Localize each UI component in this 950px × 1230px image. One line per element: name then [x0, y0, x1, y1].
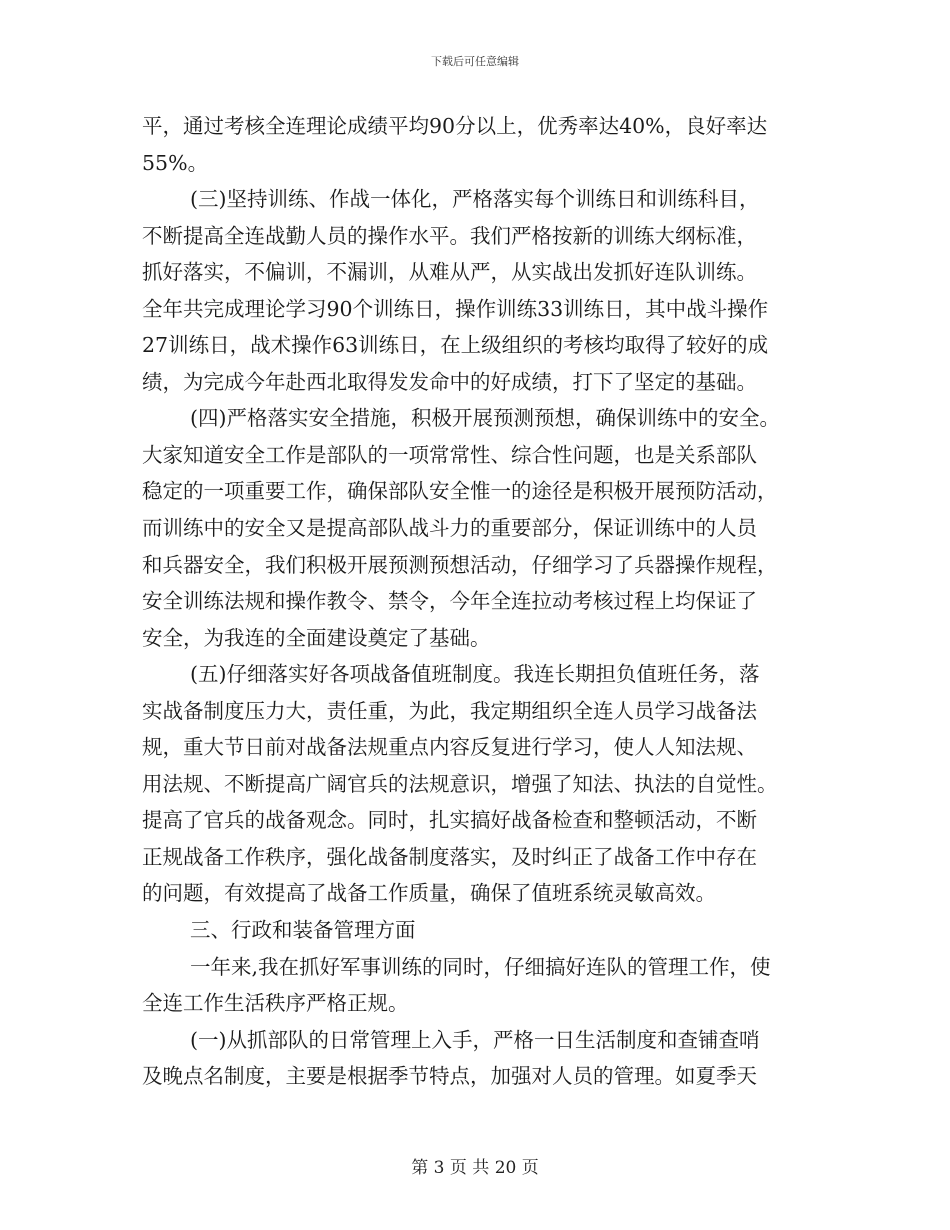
- text-line: 稳定的一项重要工作，确保部队安全惟一的途径是积极开展预防活动，: [142, 479, 778, 504]
- text-line: 安全，为我连的全面建设奠定了基础。: [142, 625, 491, 650]
- text-line: 正规战备工作秩序，强化战备制度落实，及时纠正了战备工作中存在: [142, 844, 757, 869]
- text-line: 平，通过考核全连理论成绩平均90分以上，优秀率达40%，良好率达: [142, 114, 768, 138]
- paragraph-start-line: 一年来,我在抓好军事训练的同时，仔细搞好连队的管理工作，使: [190, 954, 771, 979]
- text-line: 不断提高全连战勤人员的操作水平。我们严格按新的训练大纲标准，: [142, 223, 757, 248]
- page-number-footer: 第 3 页 共 20 页: [411, 1158, 539, 1178]
- text-line: 和兵器安全，我们积极开展预测预想活动，仔细学习了兵器操作规程，: [142, 552, 778, 577]
- paragraph-start-line: (五)仔细落实好各项战备值班制度。我连长期担负值班任务，落: [190, 662, 760, 687]
- text-line: 实战备制度压力大，责任重，为此，我定期组织全连人员学习战备法: [142, 698, 757, 723]
- paragraph-start-line: (三)坚持训练、作战一体化，严格落实每个训练日和训练科目，: [190, 187, 760, 212]
- paragraph-start-line: (一)从抓部队的日常管理上入手，严格一日生活制度和查铺查哨: [190, 1027, 760, 1052]
- paragraph-start-line: (四)严格落实安全措施，积极开展预测预想，确保训练中的安全。: [190, 406, 780, 431]
- text-line: 规，重大节日前对战备法规重点内容反复进行学习，使人人知法规、: [142, 735, 757, 760]
- text-line: 用法规、不断提高广阔官兵的法规意识，增强了知法、执法的自觉性。: [142, 771, 778, 796]
- text-line: 55%。: [142, 150, 209, 175]
- text-line: 的问题，有效提高了战备工作质量，确保了值班系统灵敏高效。: [142, 881, 716, 906]
- document-body: [142, 108, 812, 1095]
- text-line: 全连工作生活秩序严格正规。: [142, 991, 409, 1016]
- text-line: 27训练日，战术操作63训练日，在上级组织的考核均取得了较好的成: [142, 333, 769, 358]
- text-line: 安全训练法规和操作教令、禁令，今年全连拉动考核过程上均保证了: [142, 589, 757, 614]
- page-header: 下载后可任意编辑: [431, 55, 519, 68]
- text-line: 抓好落实，不偏训，不漏训，从难从严，从实战出发抓好连队训练。: [142, 260, 757, 285]
- text-line: 及晚点名制度，主要是根据季节特点，加强对人员的管理。如夏季天: [142, 1064, 757, 1089]
- text-line: 而训练中的安全又是提高部队战斗力的重要部分，保证训练中的人员: [142, 516, 757, 541]
- text-line: 提高了官兵的战备观念。同时，扎实搞好战备检查和整顿活动，不断: [142, 808, 757, 833]
- section-heading: 三、行政和装备管理方面: [190, 918, 416, 943]
- text-line: 绩，为完成今年赴西北取得发发命中的好成绩，打下了坚定的基础。: [142, 369, 757, 394]
- text-line: 大家知道安全工作是部队的一项常常性、综合性问题，也是关系部队: [142, 442, 757, 467]
- text-line: 全年共完成理论学习90个训练日，操作训练33训练日，其中战斗操作: [142, 296, 769, 321]
